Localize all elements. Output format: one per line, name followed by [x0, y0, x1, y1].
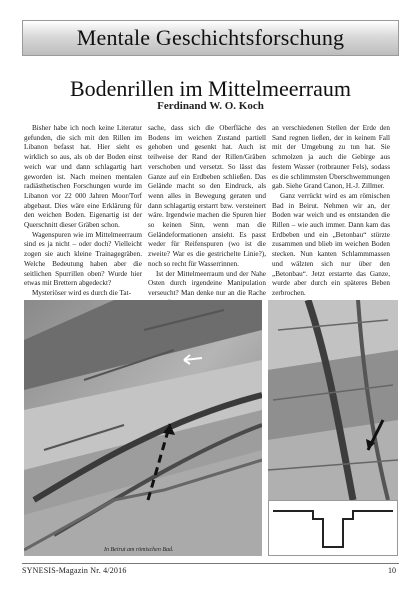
paragraph: an verschiedenen Stellen der Erde den Sand regnen ließen, der in keinem Fall mit der Umgebung zu tun hat. Sie schmolzen ja auch die Gebirge aus festem Wasser (rotbrauner Fels), sodass es die schlimmsten Überschwemmungen gab. Siehe Grand Canon, H.-J. Zillmer. [272, 124, 390, 191]
paragraph: Mysteriöser wird es durch die Tat- [32, 288, 131, 297]
article-title: Bodenrillen im Mittelmeerraum [69, 76, 352, 101]
groove-cross-section-diagram [268, 500, 398, 556]
text-column-2 [148, 124, 266, 308]
photo-caption: In Beirut am römischen Bad. [104, 547, 174, 553]
rock-grooves-photo [24, 300, 262, 556]
groove-closeup-photo [268, 300, 398, 500]
paragraph: Wagenspuren wie im Mittelmeerraum sind es ja nicht – oder doch? Vielleicht zogen sie auch kleine Trainagegräben. Welche Bedeutung haben aber die seitlichen Spurrillen oben? Wurde hier etwas mit Brettern abgedeckt? [24, 230, 142, 288]
magazine-footer: SYNESIS-Magazin Nr. 4/2016 [22, 566, 127, 575]
paragraph: sache, dass sich die Oberfläche des Bodens im weichen Zustand partiell gehoben und gesenkt hat. Auch ist teilweise der Rand der Rillen/Gräben verschoben und versetzt. So lässt das Ganze auf ein Erdbeben schließen. Das Gelände macht so den Eindruck, als wenn alles in Bewegung geraten und dann schlagartig erstarrt bzw. versteinert wäre. Irgendwie machen die Spuren hier so keinen Sinn, wenn man die Geländeformationen ansieht. Es passt weder für Reifenspuren (wo ist die zweite? War es die gestrichelte Linie?), noch so recht für Wasserrinnen. [148, 124, 266, 268]
paragraph: Ganz verrückt wird es am römischen Bad in Beirut. Nehmen wir an, der Boden war weich und es entstanden die Rillen – wie auch immer. Dann kam das Erdbeben und ein „Betonbau“ stürzte zusammen und blieb im weichen Boden stecken. Nun kanten Schlammmassen und wälzten sich nur über den „Betonbau“. Jetzt erstarrte das Ganze, wurde aber durch ein späteres Beben zerbrochen. [272, 191, 390, 297]
page-number: 10 [388, 566, 396, 575]
paragraph: Ist der Mittelmeerraum und der Nahe Osten durch irgendeine Manipulation verseucht? Man denke nur an die Rache [148, 269, 266, 297]
text-column-3 [272, 124, 390, 308]
section-header [22, 20, 399, 56]
article-author: Ferdinand W. O. Koch [157, 100, 264, 112]
text-column-1 [24, 124, 142, 299]
paragraph: Bisher habe ich noch keine Literatur gefunden, die sich mit den Rillen im Libanon befasst hat. Hier sieht es wirklich so aus, als ob der Boden einst weich war und dann schlagartig hart geworden ist. Nach meinen mentalen radiästhetischen Forschungen wurde im Libanon vor 22 000 Jahren Moor/Torf abgebaut. Dies wäre eine Erklärung für den weichen Boden. Eigenartig ist der Querschnitt dieser Gräben schon. [24, 124, 142, 230]
footer-rule [22, 563, 399, 564]
section-title: Mentale Geschichtsforschung [76, 25, 345, 50]
